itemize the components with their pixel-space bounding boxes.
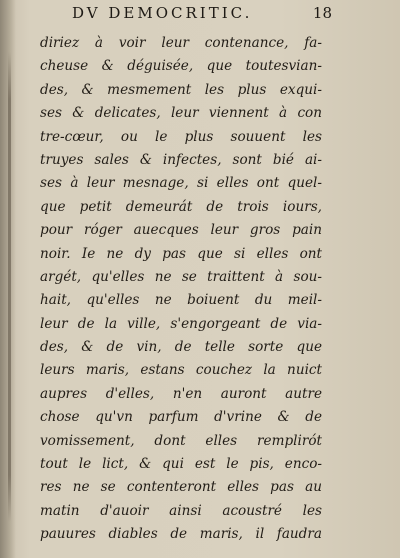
text-line: ses & delicates, leur viennent à con xyxy=(40,105,322,122)
body-text xyxy=(40,32,322,547)
text-line: tout le lict, & qui est le pis, enco- xyxy=(40,456,322,473)
text-line: leur de la ville, s'engorgeant de via- xyxy=(40,315,322,332)
text-line: truyes sales & infectes, sont bié ai- xyxy=(40,151,322,168)
text-line: res ne se contenteront elles pas au xyxy=(40,479,322,496)
text-line: chose qu'vn parfum d'vrine & de xyxy=(40,409,322,426)
text-line: pour róger auecques leur gros pain xyxy=(40,222,322,239)
text-line: noir. Ie ne dy pas que si elles ont xyxy=(40,245,322,262)
page-number: 18 xyxy=(312,4,332,22)
text-line: hait, qu'elles ne boiuent du meil- xyxy=(40,292,322,309)
text-line: diriez à voir leur contenance, fa- xyxy=(40,35,322,51)
text-line: leurs maris, estans couchez la nuict xyxy=(40,362,322,379)
text-line: que petit demeurát de trois iours, xyxy=(40,198,322,215)
text-line: tre-cœur, ou le plus souuent les xyxy=(40,128,322,145)
text-line: pauures diables de maris, il faudra xyxy=(40,526,322,543)
text-line: vomissement, dont elles remplirót xyxy=(40,432,322,449)
running-head: DV DEMOCRITIC. xyxy=(72,4,253,22)
page-header xyxy=(72,4,332,26)
text-line: matin d'auoir ainsi acoustré les xyxy=(40,502,322,519)
gutter-shadow xyxy=(8,52,11,522)
text-line: des, & de vin, de telle sorte que xyxy=(40,339,322,356)
text-line: des, & mesmement les plus exqui- xyxy=(40,81,322,98)
text-line: argét, qu'elles ne se traittent à sou- xyxy=(40,268,322,285)
text-line: aupres d'elles, n'en auront autre xyxy=(40,385,322,402)
text-line: ses à leur mesnage, si elles ont quel- xyxy=(40,175,322,192)
text-line: cheuse & déguisée, que toutesvian- xyxy=(40,58,322,75)
